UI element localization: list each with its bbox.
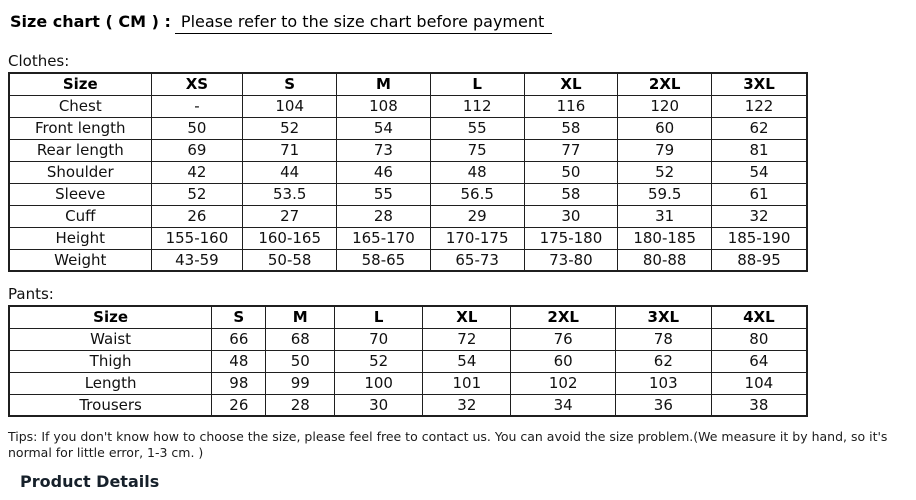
value-cell: 58-65 [337, 249, 431, 271]
row-label: Height [9, 227, 151, 249]
value-cell: 52 [335, 350, 423, 372]
header-cell: Size [9, 306, 212, 328]
value-cell: 68 [266, 328, 335, 350]
value-cell: 170-175 [430, 227, 524, 249]
tips-text: Tips: If you don't know how to choose the size, please feel free to contact us. You can avoid the size problem.(We measure it by hand, so it's normal for little error, 1-3 cm. ) [8, 429, 888, 460]
value-cell: 88-95 [712, 249, 807, 271]
header-cell: L [335, 306, 423, 328]
value-cell: 80 [711, 328, 807, 350]
value-cell: 54 [423, 350, 511, 372]
header-cell: 3XL [712, 73, 807, 95]
value-cell: 30 [524, 205, 618, 227]
value-cell: 71 [243, 139, 337, 161]
row-label: Chest [9, 95, 151, 117]
value-cell: 26 [212, 394, 266, 416]
table-row [9, 328, 807, 350]
pants-section-label: Pants: [8, 285, 54, 303]
value-cell: 185-190 [712, 227, 807, 249]
value-cell: 122 [712, 95, 807, 117]
value-cell: 62 [712, 117, 807, 139]
header-cell: M [337, 73, 431, 95]
header-cell: S [212, 306, 266, 328]
value-cell: 108 [337, 95, 431, 117]
value-cell: 50 [266, 350, 335, 372]
value-cell: 64 [711, 350, 807, 372]
table-row [9, 95, 807, 117]
header-cell: 4XL [711, 306, 807, 328]
value-cell: 50 [151, 117, 243, 139]
value-cell: 175-180 [524, 227, 618, 249]
value-cell: 75 [430, 139, 524, 161]
page-title [10, 12, 910, 32]
value-cell: 50 [524, 161, 618, 183]
value-cell: 112 [430, 95, 524, 117]
value-cell: 42 [151, 161, 243, 183]
value-cell: 73 [337, 139, 431, 161]
value-cell: 32 [423, 394, 511, 416]
header-cell: XS [151, 73, 243, 95]
clothes-size-table [8, 72, 808, 272]
value-cell: 120 [618, 95, 712, 117]
value-cell: 61 [712, 183, 807, 205]
value-cell: 180-185 [618, 227, 712, 249]
value-cell: 50-58 [243, 249, 337, 271]
value-cell: 55 [337, 183, 431, 205]
value-cell: 26 [151, 205, 243, 227]
row-label: Trousers [9, 394, 212, 416]
value-cell: 28 [337, 205, 431, 227]
value-cell: 46 [337, 161, 431, 183]
value-cell: 77 [524, 139, 618, 161]
value-cell: 116 [524, 95, 618, 117]
value-cell: 48 [212, 350, 266, 372]
value-cell: 81 [712, 139, 807, 161]
value-cell: 52 [151, 183, 243, 205]
value-cell: 62 [615, 350, 711, 372]
header-row [9, 73, 807, 95]
header-cell: S [243, 73, 337, 95]
header-cell: XL [423, 306, 511, 328]
value-cell: 73-80 [524, 249, 618, 271]
value-cell: 79 [618, 139, 712, 161]
value-cell: 29 [430, 205, 524, 227]
table-row [9, 394, 807, 416]
value-cell: 54 [712, 161, 807, 183]
value-cell: 28 [266, 394, 335, 416]
row-label: Cuff [9, 205, 151, 227]
value-cell: 53.5 [243, 183, 337, 205]
value-cell: 59.5 [618, 183, 712, 205]
row-label: Thigh [9, 350, 212, 372]
header-cell: M [266, 306, 335, 328]
value-cell: 54 [337, 117, 431, 139]
value-cell: 31 [618, 205, 712, 227]
value-cell: 44 [243, 161, 337, 183]
page-title-note: Please refer to the size chart before payment [175, 12, 552, 34]
value-cell: 100 [335, 372, 423, 394]
value-cell: 58 [524, 117, 618, 139]
row-label: Waist [9, 328, 212, 350]
value-cell: 99 [266, 372, 335, 394]
value-cell: 76 [511, 328, 616, 350]
header-cell: Size [9, 73, 151, 95]
row-label: Sleeve [9, 183, 151, 205]
value-cell: 80-88 [618, 249, 712, 271]
value-cell: 160-165 [243, 227, 337, 249]
table-row [9, 205, 807, 227]
value-cell: 55 [430, 117, 524, 139]
table-row [9, 117, 807, 139]
header-cell: L [430, 73, 524, 95]
row-label: Rear length [9, 139, 151, 161]
page-title-label: Size chart ( CM ) : [10, 12, 171, 31]
value-cell: 101 [423, 372, 511, 394]
value-cell: 60 [618, 117, 712, 139]
value-cell: 52 [243, 117, 337, 139]
value-cell: 103 [615, 372, 711, 394]
table-row [9, 161, 807, 183]
value-cell: 58 [524, 183, 618, 205]
product-details-heading-partial: Product Details [20, 472, 160, 491]
value-cell: 36 [615, 394, 711, 416]
value-cell: 66 [212, 328, 266, 350]
value-cell: 72 [423, 328, 511, 350]
value-cell: 32 [712, 205, 807, 227]
value-cell: 155-160 [151, 227, 243, 249]
header-cell: 3XL [615, 306, 711, 328]
row-label: Front length [9, 117, 151, 139]
table-row [9, 139, 807, 161]
value-cell: 43-59 [151, 249, 243, 271]
row-label: Shoulder [9, 161, 151, 183]
header-row [9, 306, 807, 328]
table-row [9, 350, 807, 372]
value-cell: 69 [151, 139, 243, 161]
table-row [9, 183, 807, 205]
pants-size-table [8, 305, 808, 417]
value-cell: 60 [511, 350, 616, 372]
value-cell: 165-170 [337, 227, 431, 249]
value-cell: 30 [335, 394, 423, 416]
value-cell: 56.5 [430, 183, 524, 205]
value-cell: 34 [511, 394, 616, 416]
row-label: Length [9, 372, 212, 394]
value-cell: 70 [335, 328, 423, 350]
value-cell: 48 [430, 161, 524, 183]
value-cell: 38 [711, 394, 807, 416]
table-row [9, 249, 807, 271]
value-cell: 52 [618, 161, 712, 183]
value-cell: 78 [615, 328, 711, 350]
value-cell: 104 [243, 95, 337, 117]
value-cell: 98 [212, 372, 266, 394]
header-cell: 2XL [511, 306, 616, 328]
table-row [9, 227, 807, 249]
table-row [9, 372, 807, 394]
header-cell: 2XL [618, 73, 712, 95]
value-cell: - [151, 95, 243, 117]
value-cell: 104 [711, 372, 807, 394]
row-label: Weight [9, 249, 151, 271]
value-cell: 102 [511, 372, 616, 394]
header-cell: XL [524, 73, 618, 95]
value-cell: 27 [243, 205, 337, 227]
value-cell: 65-73 [430, 249, 524, 271]
clothes-section-label: Clothes: [8, 52, 70, 70]
